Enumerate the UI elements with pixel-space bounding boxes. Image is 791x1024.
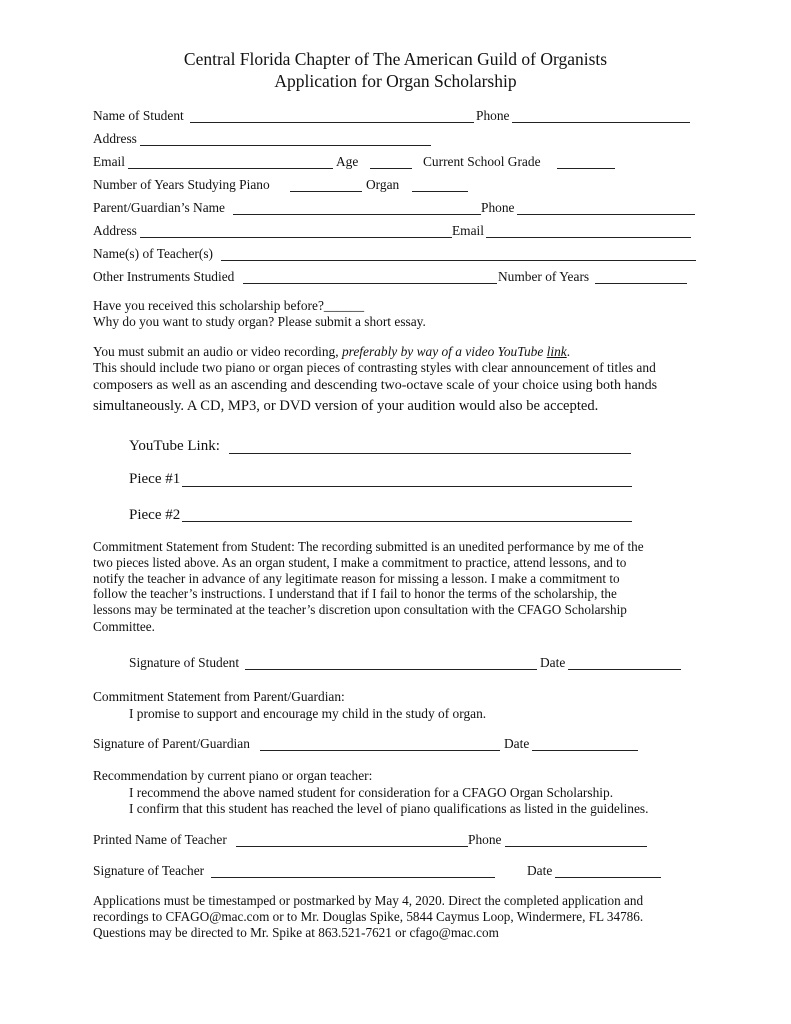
parent-signature-label: Signature of Parent/Guardian	[93, 736, 250, 751]
organ-label: Organ	[366, 177, 400, 192]
parent-commitment-text: I promise to support and encourage my child in the study of organ.	[129, 706, 487, 721]
teachers-label: Name(s) of Teacher(s)	[93, 246, 214, 261]
teacher-date-label: Date	[527, 863, 553, 878]
phone-field[interactable]	[512, 122, 690, 123]
address-label: Address	[93, 131, 137, 146]
teacher-signature-label: Signature of Teacher	[93, 863, 205, 878]
teacher-recommendation-line-2: I confirm that this student has reached the level of piano qualifications as listed in the guidelines.	[129, 801, 649, 816]
student-date-label: Date	[540, 655, 566, 670]
student-commitment	[93, 539, 644, 635]
submission-instructions-line: recordings to CFAGO@mac.com or to Mr. Douglas Spike, 5844 Caymus Loop, Windermere, FL 34786.	[93, 908, 644, 924]
student-signature-field[interactable]	[245, 669, 537, 670]
parent-commitment-heading: Commitment Statement from Parent/Guardian:	[93, 689, 345, 704]
recording-line-2: composers as well as an ascending and descending two-octave scale of your choice using both hands	[93, 378, 658, 393]
student-commitment-line: notify the teacher in advance of any legitimate reason for missing a lesson. I make a commitment to	[93, 570, 620, 586]
teachers-field[interactable]	[221, 260, 696, 261]
email-label: Email	[93, 154, 125, 169]
years-organ-field[interactable]	[412, 191, 468, 192]
recording-period: .	[566, 344, 571, 359]
piece-1-field[interactable]	[182, 486, 632, 487]
teacher-signature-field[interactable]	[211, 877, 495, 878]
piece-1-label: Piece #1	[129, 471, 181, 487]
address-field[interactable]	[140, 145, 431, 146]
submission-instructions	[93, 893, 643, 940]
parent-phone-label: Phone	[481, 200, 515, 215]
parent-address-label: Address	[93, 223, 137, 238]
phone-label: Phone	[476, 108, 510, 123]
parent-address-field[interactable]	[140, 237, 452, 238]
parent-name-field[interactable]	[233, 214, 481, 215]
parent-phone-field[interactable]	[517, 214, 695, 215]
form-title: Central Florida Chapter of The American Guild of Organists	[183, 49, 608, 69]
recording-line-1: This should include two piano or organ pieces of contrasting styles with clear announcement of titles and	[93, 360, 656, 375]
teacher-recommendation-line-1: I recommend the above named student for consideration for a CFAGO Organ Scholarship.	[129, 785, 614, 800]
years-piano-label: Number of Years Studying Piano	[93, 177, 270, 192]
teacher-date-field[interactable]	[555, 877, 661, 878]
age-label: Age	[336, 154, 359, 169]
recording-intro-text: You must submit an audio or video recording,	[93, 344, 342, 359]
student-commitment-line: lessons may be terminated at the teacher’s discretion upon consultation with the CFAGO Scholarship	[93, 602, 627, 618]
parent-date-label: Date	[504, 736, 530, 751]
youtube-link-label: YouTube Link:	[129, 438, 220, 454]
school-grade-field[interactable]	[557, 168, 615, 169]
other-instruments-label: Other Instruments Studied	[93, 269, 235, 284]
name-of-student-field[interactable]	[190, 122, 474, 123]
submission-instructions-line: Questions may be directed to Mr. Spike at 863.521-7621 or cfago@mac.com	[93, 924, 499, 940]
school-grade-label: Current School Grade	[423, 154, 541, 169]
why-organ-question: Why do you want to study organ? Please submit a short essay.	[93, 314, 426, 329]
other-instruments-field[interactable]	[243, 283, 497, 284]
piece-2-field[interactable]	[182, 521, 632, 522]
parent-email-field[interactable]	[486, 237, 691, 238]
teacher-printed-name-label: Printed Name of Teacher	[93, 832, 227, 847]
teacher-phone-label: Phone	[468, 832, 502, 847]
email-field[interactable]	[128, 168, 333, 169]
piece-2-label: Piece #2	[129, 507, 181, 523]
parent-date-field[interactable]	[532, 750, 638, 751]
recording-line-3: simultaneously. A CD, MP3, or DVD version of your audition would also be accepted.	[93, 398, 599, 414]
student-commitment-line: follow the teacher’s instructions. I understand that if I fail to honor the terms of the scholarship, the	[93, 586, 617, 602]
teacher-recommendation-heading: Recommendation by current piano or organ teacher:	[93, 768, 373, 783]
youtube-link[interactable]: link	[546, 344, 567, 359]
form-subtitle: Application for Organ Scholarship	[274, 71, 517, 91]
teacher-phone-field[interactable]	[505, 846, 647, 847]
student-date-field[interactable]	[568, 669, 681, 670]
years-label: Number of Years	[498, 269, 590, 284]
age-field[interactable]	[370, 168, 412, 169]
parent-signature-field[interactable]	[260, 750, 500, 751]
recording-intro-italic: preferably by way of a video YouTube	[341, 344, 547, 359]
name-of-student-label: Name of Student	[93, 108, 184, 123]
years-field[interactable]	[595, 283, 687, 284]
recording-intro	[93, 344, 570, 360]
parent-email-label: Email	[452, 223, 484, 238]
received-before-question: Have you received this scholarship before?______	[93, 298, 365, 313]
submission-instructions-line: Applications must be timestamped or postmarked by May 4, 2020. Direct the completed application and	[93, 893, 644, 908]
student-commitment-line: Commitment Statement from Student: The recording submitted is an unedited performance by me of the	[93, 539, 644, 554]
parent-name-label: Parent/Guardian’s Name	[93, 200, 226, 215]
student-signature-label: Signature of Student	[129, 655, 240, 670]
student-commitment-line: Committee.	[93, 618, 155, 634]
youtube-link-field[interactable]	[229, 453, 631, 454]
teacher-printed-name-field[interactable]	[236, 846, 468, 847]
years-piano-field[interactable]	[290, 191, 362, 192]
student-commitment-line: two pieces listed above. As an organ student, I make a commitment to practice, attend lessons, and to	[93, 554, 627, 570]
